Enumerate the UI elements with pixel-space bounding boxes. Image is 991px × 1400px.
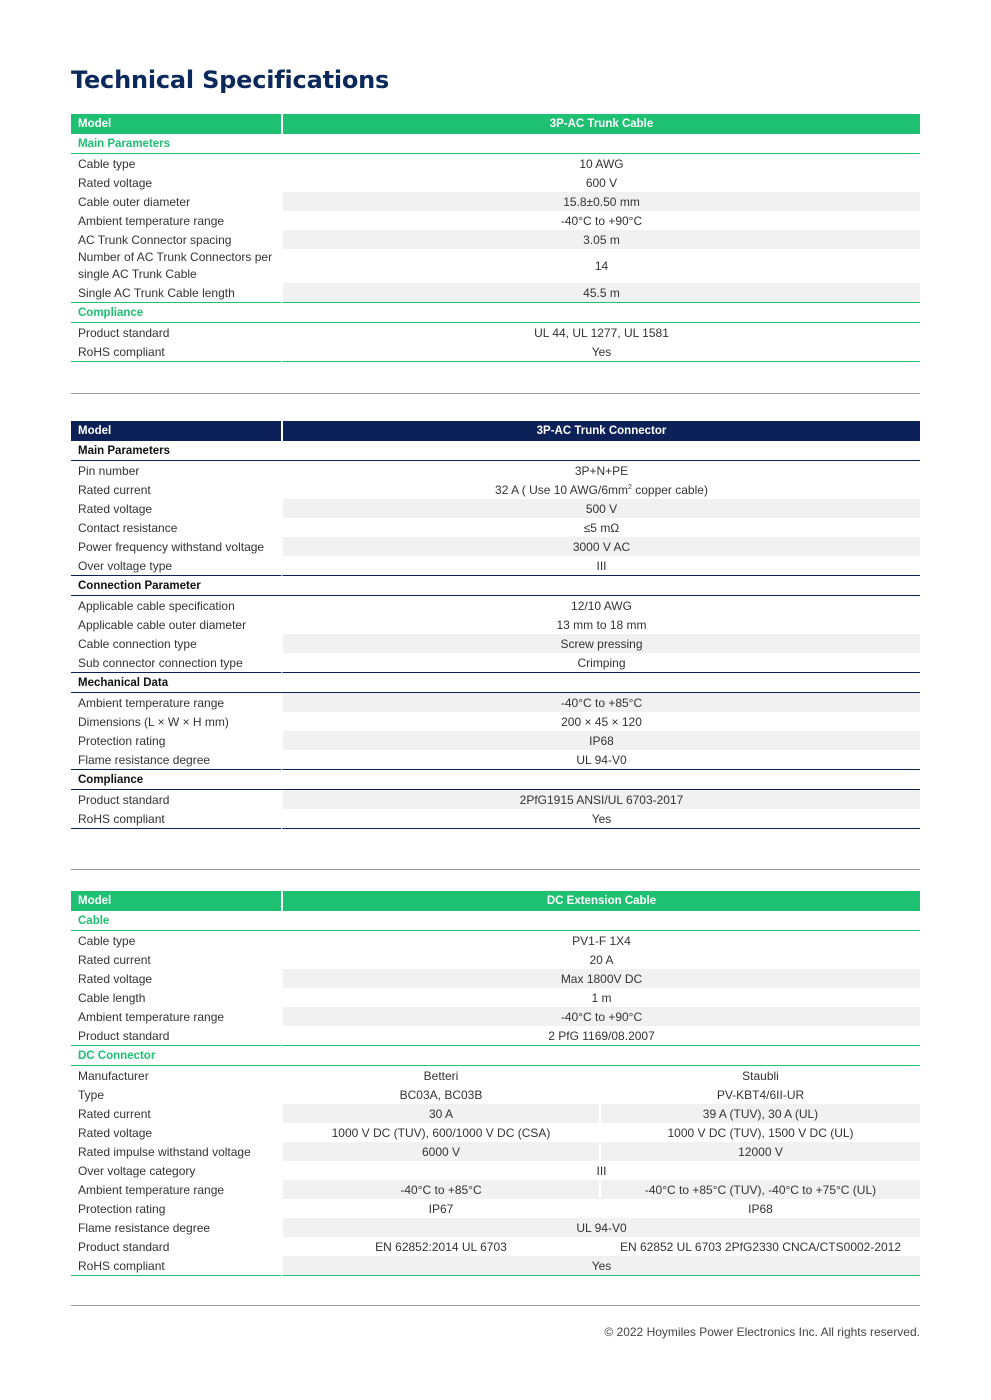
table-row bbox=[71, 173, 920, 192]
row-label: Product standard bbox=[71, 1026, 281, 1046]
table-row bbox=[71, 988, 920, 1007]
row-value: III bbox=[281, 1161, 920, 1180]
row-label: Rated voltage bbox=[78, 175, 153, 190]
row-label: RoHS compliant bbox=[71, 809, 281, 829]
row-value-staubli: IP68 bbox=[599, 1199, 920, 1218]
table-row bbox=[71, 499, 920, 518]
row-label: Product standard bbox=[78, 1239, 170, 1254]
row-value-staubli: 1000 V DC (TUV), 1500 V DC (UL) bbox=[599, 1123, 920, 1142]
row-value: 45.5 m bbox=[281, 283, 920, 303]
row-value: UL 44, UL 1277, UL 1581 bbox=[281, 323, 920, 342]
row-label: Cable length bbox=[78, 990, 146, 1005]
table-row bbox=[71, 154, 920, 173]
row-value: 10 AWG bbox=[281, 154, 920, 173]
row-value: 2 PfG 1169/08.2007 bbox=[281, 1026, 920, 1046]
table-row bbox=[71, 461, 920, 480]
row-label: Cable connection type bbox=[78, 636, 197, 651]
row-label: Cable type bbox=[78, 933, 136, 948]
row-label: Ambient temperature range bbox=[78, 213, 225, 228]
row-value: 3.05 m bbox=[281, 230, 920, 249]
row-label: Applicable cable specification bbox=[78, 598, 235, 613]
table-row bbox=[71, 1142, 920, 1161]
row-label: Dimensions (L × W × H mm) bbox=[78, 714, 229, 729]
row-value-staubli: EN 62852 UL 6703 2PfG2330 CNCA/CTS0002-2012 bbox=[599, 1237, 920, 1256]
row-value: -40°C to +90°C bbox=[281, 1007, 920, 1026]
model-label: Model bbox=[71, 891, 281, 911]
divider bbox=[71, 869, 920, 870]
row-label: RoHS compliant bbox=[71, 342, 281, 362]
row-value-text: 32 A ( Use 10 AWG/6mm bbox=[495, 482, 628, 497]
row-label: Rated voltage bbox=[78, 501, 153, 516]
row-label: Manufacturer bbox=[78, 1068, 149, 1083]
table-row bbox=[71, 537, 920, 556]
row-value: 600 V bbox=[281, 173, 920, 192]
table-row bbox=[71, 931, 920, 950]
section-title: Main Parameters bbox=[71, 441, 920, 461]
row-value-betteri: -40°C to +85°C bbox=[281, 1180, 599, 1199]
row-label: Number of AC Trunk Connectors per single AC Trunk Cable bbox=[78, 250, 273, 281]
row-value-betteri: 6000 V bbox=[281, 1142, 599, 1161]
model-value: 3P-AC Trunk Connector bbox=[281, 421, 920, 441]
table-row bbox=[71, 731, 920, 750]
row-label: Rated voltage bbox=[78, 1125, 153, 1140]
row-value-betteri: IP67 bbox=[281, 1199, 599, 1218]
section-title: Connection Parameter bbox=[71, 576, 920, 596]
row-value: Yes bbox=[281, 1256, 920, 1276]
row-value: 200 × 45 × 120 bbox=[281, 712, 920, 731]
row-value: Screw pressing bbox=[281, 634, 920, 653]
row-label: Ambient temperature range bbox=[78, 1182, 225, 1197]
row-label: Power frequency withstand voltage bbox=[78, 539, 265, 554]
row-value-betteri: 1000 V DC (TUV), 600/1000 V DC (CSA) bbox=[281, 1123, 599, 1142]
row-label: Cable type bbox=[78, 156, 136, 171]
page-title: Technical Specifications bbox=[71, 66, 390, 94]
row-value: 12/10 AWG bbox=[281, 596, 920, 615]
row-value bbox=[281, 480, 920, 499]
row-label: Product standard bbox=[78, 792, 170, 807]
model-value: 3P-AC Trunk Cable bbox=[281, 114, 920, 134]
section-title: Compliance bbox=[71, 303, 920, 323]
section-title: Cable bbox=[71, 911, 920, 931]
table-row bbox=[71, 1218, 920, 1237]
row-value: 14 bbox=[281, 249, 920, 283]
copyright-footer: © 2022 Hoymiles Power Electronics Inc. All rights reserved. bbox=[604, 1325, 920, 1339]
section-title: Mechanical Data bbox=[71, 673, 920, 693]
row-value: Crimping bbox=[281, 653, 920, 673]
row-label: Over voltage type bbox=[71, 556, 281, 576]
table-row bbox=[71, 693, 920, 712]
row-label: Ambient temperature range bbox=[78, 695, 225, 710]
table-row bbox=[71, 1104, 920, 1123]
row-value: 15.8±0.50 mm bbox=[281, 192, 920, 211]
table-row bbox=[71, 615, 920, 634]
row-value: 20 A bbox=[281, 950, 920, 969]
row-label: Protection rating bbox=[78, 1201, 166, 1216]
superscript: 2 bbox=[627, 483, 632, 491]
model-value: DC Extension Cable bbox=[281, 891, 920, 911]
table-row bbox=[71, 1180, 920, 1199]
row-label: Rated current bbox=[78, 482, 151, 497]
row-value: IP68 bbox=[281, 731, 920, 750]
row-value-staubli: -40°C to +85°C (TUV), -40°C to +75°C (UL) bbox=[599, 1180, 920, 1199]
row-label: Flame resistance degree bbox=[71, 750, 281, 770]
row-label: Over voltage category bbox=[78, 1163, 196, 1178]
row-label: Rated impulse withstand voltage bbox=[78, 1144, 251, 1159]
row-value: Yes bbox=[281, 809, 920, 829]
row-label: AC Trunk Connector spacing bbox=[78, 232, 232, 247]
row-label: Rated voltage bbox=[78, 971, 153, 986]
table-row bbox=[71, 480, 920, 499]
row-label: Ambient temperature range bbox=[78, 1009, 225, 1024]
row-label: Product standard bbox=[78, 325, 170, 340]
row-label: Pin number bbox=[78, 463, 140, 478]
row-label: Single AC Trunk Cable length bbox=[71, 283, 281, 303]
row-value-betteri: BC03A, BC03B bbox=[281, 1085, 599, 1104]
row-label: Protection rating bbox=[78, 733, 166, 748]
row-label: Cable outer diameter bbox=[78, 194, 191, 209]
row-value: UL 94-V0 bbox=[281, 750, 920, 770]
row-value: 3000 V AC bbox=[281, 537, 920, 556]
row-value-staubli: PV-KBT4/6II-UR bbox=[599, 1085, 920, 1104]
row-value: 2PfG1915 ANSI/UL 6703-2017 bbox=[281, 790, 920, 809]
table-row bbox=[71, 192, 920, 211]
row-value: 3P+N+PE bbox=[281, 461, 920, 480]
trunk-connector-spec-table bbox=[71, 421, 920, 829]
dc-extension-cable-spec-table bbox=[71, 891, 920, 1276]
table-row bbox=[71, 1066, 920, 1085]
row-value: PV1-F 1X4 bbox=[281, 931, 920, 950]
row-value: -40°C to +90°C bbox=[281, 211, 920, 230]
row-value: -40°C to +85°C bbox=[281, 693, 920, 712]
row-value: 500 V bbox=[281, 499, 920, 518]
table-row bbox=[71, 1123, 920, 1142]
trunk-cable-spec-table bbox=[71, 114, 920, 362]
table-row bbox=[71, 342, 920, 362]
row-label: Contact resistance bbox=[78, 520, 178, 535]
section-title: DC Connector bbox=[71, 1046, 920, 1066]
table-row bbox=[71, 750, 920, 770]
table-row bbox=[71, 1256, 920, 1276]
row-value: 13 mm to 18 mm bbox=[281, 615, 920, 634]
table-row bbox=[71, 634, 920, 653]
table-row bbox=[71, 249, 920, 283]
table-row bbox=[71, 969, 920, 988]
table-row bbox=[71, 1085, 920, 1104]
table-row bbox=[71, 323, 920, 342]
row-value: Yes bbox=[281, 342, 920, 362]
row-value-staubli: Staubli bbox=[599, 1066, 920, 1085]
divider bbox=[71, 393, 920, 394]
table-row bbox=[71, 790, 920, 809]
table-row bbox=[71, 809, 920, 829]
table-row bbox=[71, 950, 920, 969]
table-row bbox=[71, 211, 920, 230]
row-label: RoHS compliant bbox=[71, 1256, 281, 1276]
row-value-betteri: EN 62852:2014 UL 6703 bbox=[281, 1237, 599, 1256]
row-label: Applicable cable outer diameter bbox=[78, 617, 247, 632]
row-value: UL 94-V0 bbox=[281, 1218, 920, 1237]
table-row bbox=[71, 1161, 920, 1180]
table-row bbox=[71, 230, 920, 249]
table-row bbox=[71, 283, 920, 303]
model-label: Model bbox=[71, 421, 281, 441]
table-row bbox=[71, 1237, 920, 1256]
row-value-suffix: copper cable) bbox=[631, 482, 708, 497]
table-row bbox=[71, 1199, 920, 1218]
row-value: ≤5 mΩ bbox=[281, 518, 920, 537]
row-value-staubli: 12000 V bbox=[599, 1142, 920, 1161]
section-title: Compliance bbox=[71, 770, 920, 790]
row-label: Sub connector connection type bbox=[71, 653, 281, 673]
row-value: 1 m bbox=[281, 988, 920, 1007]
table-row bbox=[71, 1026, 920, 1046]
table-row bbox=[71, 556, 920, 576]
row-value-betteri: 30 A bbox=[281, 1104, 599, 1123]
table-row bbox=[71, 712, 920, 731]
table-row bbox=[71, 596, 920, 615]
row-label: Flame resistance degree bbox=[78, 1220, 211, 1235]
row-value-betteri: Betteri bbox=[281, 1066, 599, 1085]
row-value: Max 1800V DC bbox=[281, 969, 920, 988]
row-label: Rated current bbox=[78, 952, 151, 967]
row-value: III bbox=[281, 556, 920, 576]
table-row bbox=[71, 518, 920, 537]
model-label: Model bbox=[71, 114, 281, 134]
row-value-staubli: 39 A (TUV), 30 A (UL) bbox=[599, 1104, 920, 1123]
table-row bbox=[71, 653, 920, 673]
row-label: Type bbox=[78, 1087, 105, 1102]
section-title: Main Parameters bbox=[71, 134, 920, 154]
row-label: Rated current bbox=[78, 1106, 151, 1121]
table-row bbox=[71, 1007, 920, 1026]
divider bbox=[71, 1305, 920, 1306]
